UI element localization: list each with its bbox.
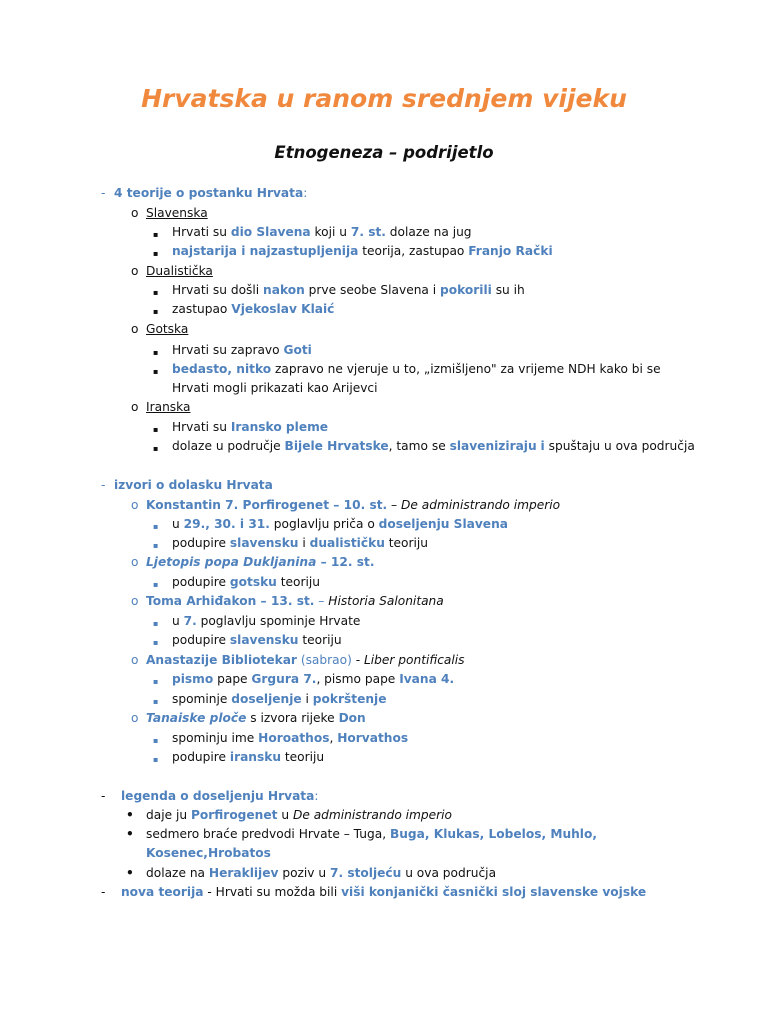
circle-marker: o bbox=[131, 400, 139, 414]
dash-marker: - bbox=[101, 478, 106, 492]
theory-label: Dualistička bbox=[146, 264, 213, 278]
square-marker: ▪ bbox=[153, 230, 159, 239]
circle-marker: o bbox=[131, 711, 139, 725]
theory-label: Slavenska bbox=[146, 206, 208, 220]
square-marker: ▪ bbox=[153, 619, 159, 628]
circle-marker: o bbox=[131, 594, 139, 608]
dash-marker: - bbox=[101, 186, 106, 200]
dash-marker: - bbox=[101, 789, 106, 803]
square-marker: ▪ bbox=[153, 249, 159, 258]
square-marker: ▪ bbox=[153, 288, 159, 297]
circle-marker: o bbox=[131, 653, 139, 667]
square-marker: ▪ bbox=[153, 348, 159, 357]
bullet-marker: • bbox=[126, 808, 134, 822]
circle-marker: o bbox=[131, 555, 139, 569]
square-marker: ▪ bbox=[153, 697, 159, 706]
bullet-marker: • bbox=[126, 827, 134, 841]
dash-marker: - bbox=[101, 885, 106, 899]
square-marker: ▪ bbox=[153, 444, 159, 453]
circle-marker: o bbox=[131, 322, 139, 336]
square-marker: ▪ bbox=[153, 638, 159, 647]
circle-marker: o bbox=[131, 264, 139, 278]
square-marker: ▪ bbox=[153, 522, 159, 531]
theory-label: Iranska bbox=[146, 400, 191, 414]
section-heading: 4 teorije o postanku Hrvata bbox=[114, 186, 304, 200]
square-marker: ▪ bbox=[153, 367, 159, 376]
circle-marker: o bbox=[131, 206, 139, 220]
square-marker: ▪ bbox=[153, 580, 159, 589]
bullet-marker: • bbox=[126, 866, 134, 880]
document-title: Hrvatska u ranom srednjem vijeku bbox=[141, 84, 627, 113]
section-heading: izvori o dolasku Hrvata bbox=[114, 478, 273, 492]
square-marker: ▪ bbox=[153, 541, 159, 550]
square-marker: ▪ bbox=[153, 755, 159, 764]
document-subtitle: Etnogeneza – podrijetlo bbox=[274, 143, 494, 162]
theory-label: Gotska bbox=[146, 322, 189, 336]
square-marker: ▪ bbox=[153, 677, 159, 686]
square-marker: ▪ bbox=[153, 307, 159, 316]
section-heading: legenda o doseljenju Hrvata bbox=[121, 789, 315, 803]
square-marker: ▪ bbox=[153, 736, 159, 745]
circle-marker: o bbox=[131, 498, 139, 512]
square-marker: ▪ bbox=[153, 425, 159, 434]
